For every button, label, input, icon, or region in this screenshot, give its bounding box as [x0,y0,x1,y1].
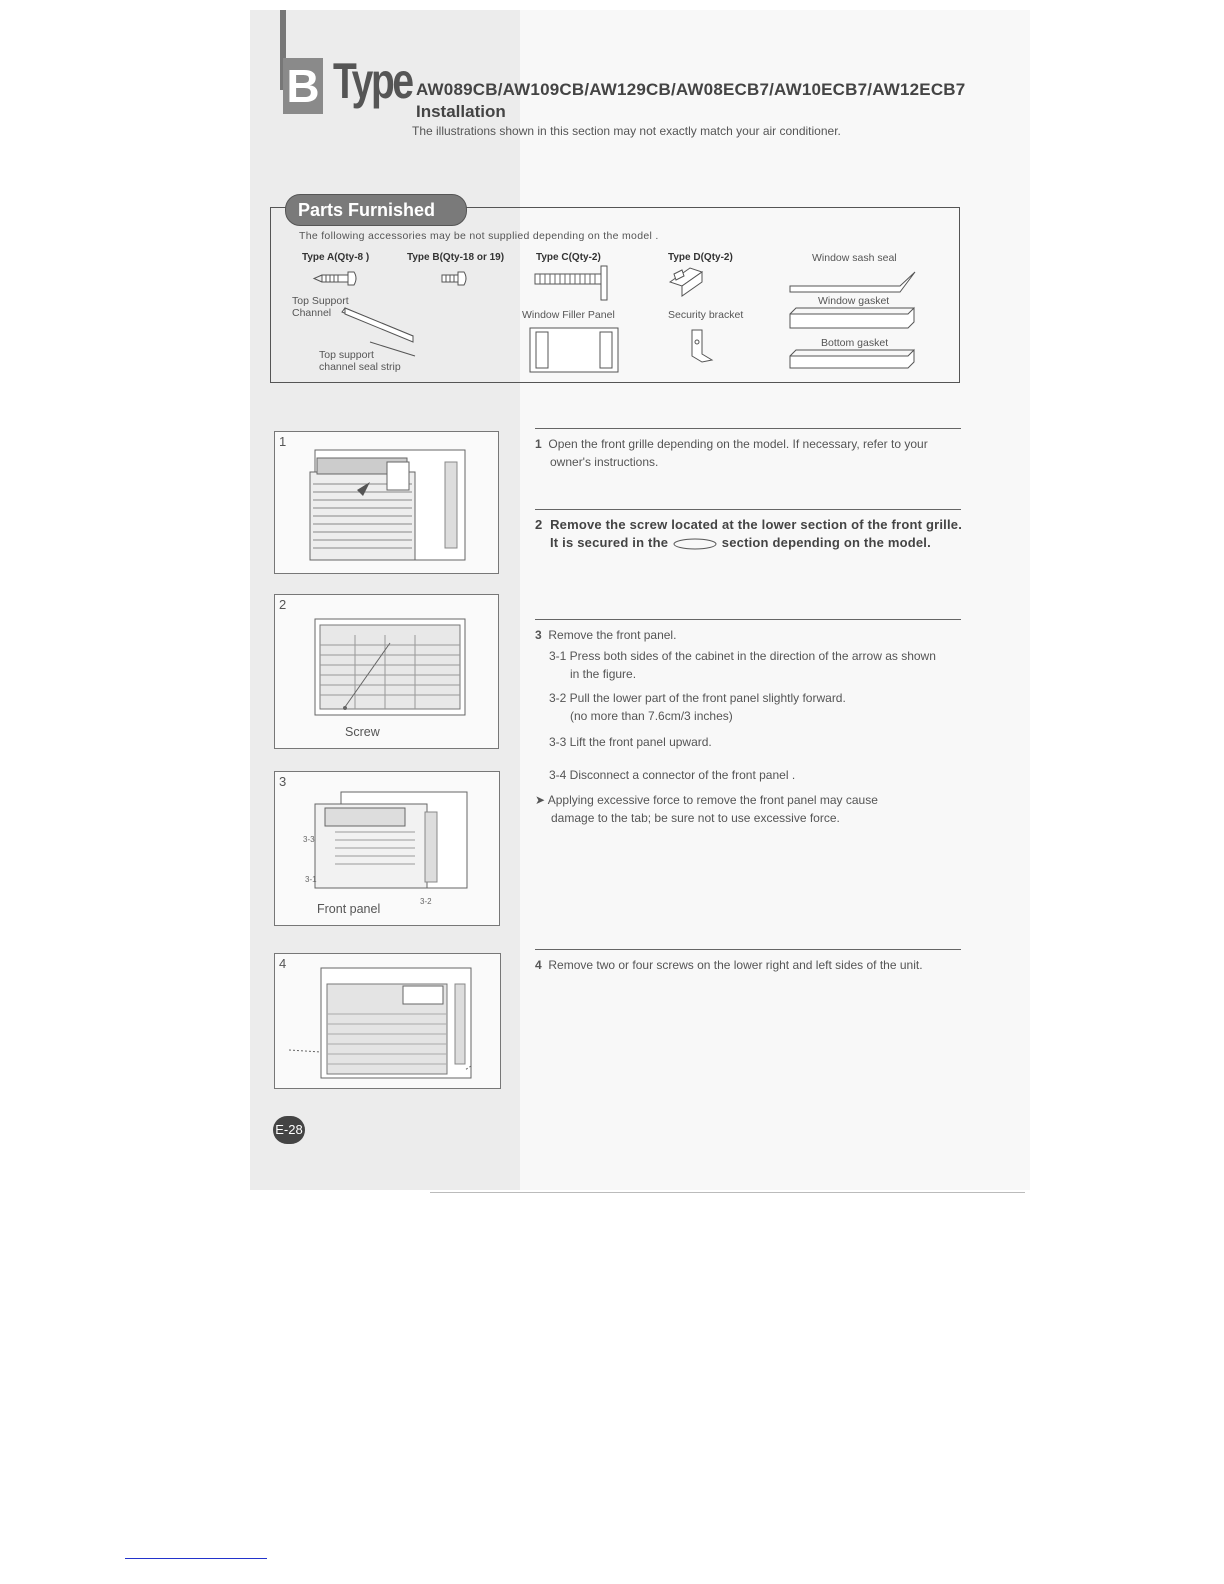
top-support-channel-label-line1: Top Support [292,295,349,307]
step-2-text-end: section depending on the model. [721,535,931,550]
bottom-gasket-icon [790,350,914,368]
ellipse-section-icon [672,537,718,551]
step-1-text: Open the front grille depending on the model. If necessary, refer to your [548,437,928,451]
figure-number: 1 [279,434,287,449]
step-2-text-cont: It is secured in the [550,535,669,550]
type-heading: Type [333,53,412,109]
footer-link-underline[interactable] [125,1558,267,1559]
step-number: 3 [535,628,542,642]
window-sash-seal-label: Window sash seal [812,252,897,264]
top-support-channel-label-line2: Channel [292,307,332,319]
screw-caption: Screw [345,725,380,739]
bottom-gasket-label: Bottom gasket [821,337,889,349]
air-conditioner-grille-illustration [275,595,498,748]
top-support-channel-label [292,295,349,319]
scan-shadow-right [520,10,1030,1190]
figure-number: 2 [279,597,287,612]
step-2-divider [535,509,961,510]
warning-text: Applying excessive force to remove the front panel may cause [547,793,878,807]
top-support-channel-icon [342,308,413,342]
figure-1 [274,431,499,574]
svg-text:3-1: 3-1 [305,875,317,884]
step-number: 4 [535,958,542,972]
step-number: 1 [535,437,542,451]
window-filler-panel-label: Window Filler Panel [522,309,615,321]
step-number: 2 [535,517,543,532]
window-filler-panel-icon [530,328,618,372]
step-3-3: 3-3 Lift the front panel upward. [549,735,712,749]
type-a-screw-icon [314,272,356,285]
section-letter-badge: B [283,58,323,114]
seal-strip-label [319,349,401,373]
window-gasket-label: Window gasket [818,295,890,307]
window-gasket-icon [790,308,914,328]
step-1 [535,435,928,471]
step-1-text-cont: owner's instructions. [550,455,659,469]
step-3-text: Remove the front panel. [548,628,677,642]
step-1-divider [535,428,961,429]
figure-2 [274,594,499,749]
window-sash-seal-icon [790,272,915,292]
type-c-bolt-icon [535,266,607,300]
unit-side-screws-illustration [275,954,500,1088]
air-conditioner-illustration [275,432,498,573]
step-4 [535,956,923,974]
warning-text-cont: damage to the tab; be sure not to use excessive force. [551,811,840,825]
warning-note [535,791,878,827]
security-bracket-icon [692,330,712,362]
step-3-1-text: 3-1 Press both sides of the cabinet in the direction of the arrow as shown [549,649,936,663]
page-number-badge: E-28 [273,1116,305,1144]
step-3-1 [549,647,936,683]
step-3-2-text: 3-2 Pull the lower part of the front panel slightly forward. [549,691,846,705]
figure-number: 4 [279,956,287,971]
step-4-divider [535,949,961,950]
figure-4 [274,953,501,1089]
seal-strip-label-line1: Top support [319,349,374,361]
parts-furnished-title: Parts Furnished [285,194,467,226]
type-c-label: Type C(Qty-2) [536,252,601,263]
step-3-4: 3-4 Disconnect a connector of the front panel . [549,768,796,782]
illustration-note: The illustrations shown in this section may not exactly match your air conditioner. [412,124,841,138]
step-4-text: Remove two or four screws on the lower right and left sides of the unit. [548,958,923,972]
step-3-divider [535,619,961,620]
step-2 [535,516,962,552]
type-d-bracket-icon [670,268,702,296]
seal-strip-label-line2: channel seal strip [319,361,401,373]
svg-text:3-3: 3-3 [303,835,315,844]
type-b-label: Type B(Qty-18 or 19) [407,252,505,263]
section-title: Installation [416,102,506,121]
type-a-label: Type A(Qty-8 ) [302,252,370,263]
security-bracket-label: Security bracket [668,309,744,321]
step-2-text: Remove the screw located at the lower section of the front grille. [550,517,963,532]
figure-number: 3 [279,774,287,789]
warning-arrow-icon: ➤ [535,793,546,807]
front-panel-removal-illustration [275,772,499,925]
step-3 [535,626,676,644]
model-list: AW089CB/AW109CB/AW129CB/AW08ECB7/AW10ECB7/AW12ECB7 [416,80,966,99]
step-3-1-text-cont: in the figure. [570,667,637,681]
step-3-2 [549,689,846,725]
type-b-screw-icon [442,272,466,285]
parts-intro: The following accessories may be not supplied depending on the model . [299,230,659,242]
page-bottom-rule [430,1192,1025,1193]
front-panel-caption: Front panel [317,902,381,916]
step-3-2-text-cont: (no more than 7.6cm/3 inches) [570,709,733,723]
figure-3 [274,771,500,926]
svg-text:3-2: 3-2 [420,897,432,906]
type-d-label: Type D(Qty-2) [668,252,733,263]
